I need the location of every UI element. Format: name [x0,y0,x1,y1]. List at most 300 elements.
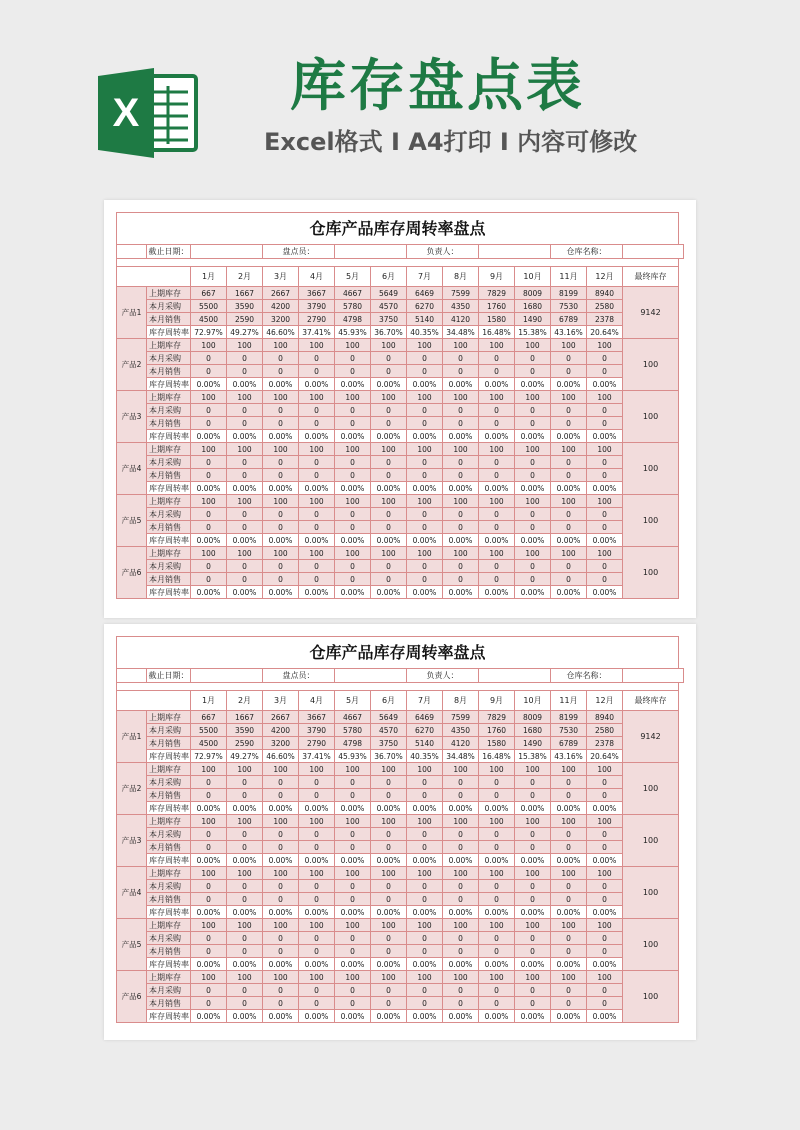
data-cell[interactable]: 1760 [479,724,515,737]
data-cell[interactable]: 2590 [227,737,263,750]
data-cell[interactable]: 0 [227,404,263,417]
data-cell[interactable]: 3790 [299,724,335,737]
data-cell[interactable]: 0.00% [587,854,623,867]
data-cell[interactable]: 1680 [515,724,551,737]
data-cell[interactable]: 0 [479,560,515,573]
data-cell[interactable]: 0 [371,365,407,378]
data-cell[interactable]: 6270 [407,300,443,313]
data-cell[interactable]: 0.00% [479,802,515,815]
data-cell[interactable]: 0.00% [371,534,407,547]
data-cell[interactable]: 0 [407,997,443,1010]
data-cell[interactable]: 100 [191,867,227,880]
data-cell[interactable]: 100 [515,971,551,984]
data-cell[interactable]: 100 [191,547,227,560]
data-cell[interactable]: 0.00% [551,958,587,971]
data-cell[interactable]: 100 [227,547,263,560]
data-cell[interactable]: 100 [191,339,227,352]
data-cell[interactable]: 0 [587,776,623,789]
data-cell[interactable]: 100 [407,339,443,352]
data-cell[interactable]: 3750 [371,313,407,326]
data-cell[interactable]: 7829 [479,287,515,300]
data-cell[interactable]: 0 [191,521,227,534]
data-cell[interactable]: 0.00% [299,534,335,547]
data-cell[interactable]: 0.00% [587,430,623,443]
data-cell[interactable]: 0 [299,404,335,417]
data-cell[interactable]: 100 [515,495,551,508]
data-cell[interactable]: 0 [443,521,479,534]
data-cell[interactable]: 0 [227,893,263,906]
data-cell[interactable]: 0.00% [227,534,263,547]
data-cell[interactable]: 0.00% [191,534,227,547]
data-cell[interactable]: 46.60% [263,750,299,763]
data-cell[interactable]: 0 [263,841,299,854]
data-cell[interactable]: 0.00% [371,1010,407,1023]
data-cell[interactable]: 4120 [443,313,479,326]
data-cell[interactable]: 0.00% [335,854,371,867]
data-cell[interactable]: 0 [191,945,227,958]
data-cell[interactable]: 100 [299,971,335,984]
data-cell[interactable]: 0.00% [299,482,335,495]
data-cell[interactable]: 0 [479,932,515,945]
data-cell[interactable]: 7530 [551,300,587,313]
data-cell[interactable]: 0.00% [479,586,515,599]
data-cell[interactable]: 0 [443,893,479,906]
data-cell[interactable]: 0.00% [587,802,623,815]
data-cell[interactable]: 0 [335,404,371,417]
data-cell[interactable]: 100 [479,391,515,404]
data-cell[interactable]: 100 [443,443,479,456]
data-cell[interactable]: 2790 [299,737,335,750]
data-cell[interactable]: 0 [263,828,299,841]
data-cell[interactable]: 0 [263,997,299,1010]
data-cell[interactable]: 0.00% [479,958,515,971]
data-cell[interactable]: 0 [227,997,263,1010]
data-cell[interactable]: 0 [407,932,443,945]
data-cell[interactable]: 0.00% [515,586,551,599]
data-cell[interactable]: 0.00% [515,958,551,971]
data-cell[interactable]: 0 [587,404,623,417]
data-cell[interactable]: 0 [443,984,479,997]
data-cell[interactable]: 100 [407,443,443,456]
data-cell[interactable]: 0 [407,469,443,482]
data-cell[interactable]: 0 [371,456,407,469]
data-cell[interactable]: 0 [191,880,227,893]
data-cell[interactable]: 0 [371,789,407,802]
data-cell[interactable]: 100 [191,971,227,984]
data-cell[interactable]: 0 [191,776,227,789]
data-cell[interactable]: 0 [371,984,407,997]
data-cell[interactable]: 0 [371,945,407,958]
data-cell[interactable]: 0.00% [191,378,227,391]
data-cell[interactable]: 37.41% [299,326,335,339]
data-cell[interactable]: 5500 [191,300,227,313]
data-cell[interactable]: 0 [263,984,299,997]
data-cell[interactable]: 0 [227,776,263,789]
data-cell[interactable]: 100 [263,547,299,560]
data-cell[interactable]: 100 [587,443,623,456]
data-cell[interactable]: 0.00% [299,854,335,867]
data-cell[interactable]: 0.00% [335,482,371,495]
data-cell[interactable]: 0.00% [335,430,371,443]
data-cell[interactable]: 100 [587,495,623,508]
data-cell[interactable]: 0.00% [587,586,623,599]
data-cell[interactable]: 100 [479,443,515,456]
data-cell[interactable]: 100 [299,919,335,932]
data-cell[interactable]: 0 [335,841,371,854]
data-cell[interactable]: 0 [515,456,551,469]
data-cell[interactable]: 0.00% [371,378,407,391]
data-cell[interactable]: 0.00% [587,906,623,919]
data-cell[interactable]: 0 [551,352,587,365]
data-cell[interactable]: 0.00% [479,378,515,391]
data-cell[interactable]: 100 [263,391,299,404]
data-cell[interactable]: 0.00% [371,430,407,443]
data-cell[interactable]: 3790 [299,300,335,313]
data-cell[interactable]: 4500 [191,737,227,750]
data-cell[interactable]: 2667 [263,287,299,300]
data-cell[interactable]: 3667 [299,711,335,724]
date-field[interactable] [191,245,263,259]
data-cell[interactable]: 0.00% [191,482,227,495]
data-cell[interactable]: 0.00% [263,958,299,971]
data-cell[interactable]: 0 [371,352,407,365]
data-cell[interactable]: 100 [515,763,551,776]
data-cell[interactable]: 0 [479,469,515,482]
data-cell[interactable]: 0 [515,828,551,841]
data-cell[interactable]: 0 [515,880,551,893]
data-cell[interactable]: 4667 [335,287,371,300]
data-cell[interactable]: 0 [263,404,299,417]
data-cell[interactable]: 0.00% [227,378,263,391]
data-cell[interactable]: 0 [479,828,515,841]
data-cell[interactable]: 100 [515,815,551,828]
data-cell[interactable]: 5649 [371,711,407,724]
data-cell[interactable]: 0.00% [263,854,299,867]
data-cell[interactable]: 100 [551,919,587,932]
data-cell[interactable]: 16.48% [479,750,515,763]
data-cell[interactable]: 0 [263,508,299,521]
data-cell[interactable]: 100 [299,495,335,508]
data-cell[interactable]: 0 [551,776,587,789]
data-cell[interactable]: 0 [299,984,335,997]
data-cell[interactable]: 72.97% [191,750,227,763]
data-cell[interactable]: 0.00% [443,802,479,815]
data-cell[interactable]: 0 [587,521,623,534]
data-cell[interactable]: 0 [551,560,587,573]
data-cell[interactable]: 0 [515,932,551,945]
data-cell[interactable]: 0.00% [407,1010,443,1023]
data-cell[interactable]: 100 [479,495,515,508]
data-cell[interactable]: 43.16% [551,326,587,339]
data-cell[interactable]: 100 [479,867,515,880]
data-cell[interactable]: 0 [407,880,443,893]
data-cell[interactable]: 100 [407,495,443,508]
data-cell[interactable]: 0 [587,932,623,945]
data-cell[interactable]: 0 [299,560,335,573]
data-cell[interactable]: 100 [587,763,623,776]
data-cell[interactable]: 16.48% [479,326,515,339]
data-cell[interactable]: 0 [551,880,587,893]
data-cell[interactable]: 0.00% [587,378,623,391]
data-cell[interactable]: 0 [479,984,515,997]
data-cell[interactable]: 100 [335,443,371,456]
data-cell[interactable]: 100 [335,547,371,560]
data-cell[interactable]: 4570 [371,300,407,313]
warehouse-field[interactable] [623,669,684,683]
data-cell[interactable]: 0 [407,521,443,534]
data-cell[interactable]: 0 [551,573,587,586]
manager-field[interactable] [479,245,551,259]
data-cell[interactable]: 2378 [587,737,623,750]
data-cell[interactable]: 100 [407,391,443,404]
data-cell[interactable]: 100 [227,339,263,352]
data-cell[interactable]: 0.00% [443,958,479,971]
data-cell[interactable]: 0.00% [371,958,407,971]
data-cell[interactable]: 0.00% [371,482,407,495]
data-cell[interactable]: 5780 [335,300,371,313]
data-cell[interactable]: 0 [587,508,623,521]
data-cell[interactable]: 0 [551,789,587,802]
data-cell[interactable]: 0 [299,828,335,841]
data-cell[interactable]: 0 [371,417,407,430]
data-cell[interactable]: 100 [227,815,263,828]
data-cell[interactable]: 0 [263,945,299,958]
data-cell[interactable]: 100 [263,971,299,984]
data-cell[interactable]: 2378 [587,313,623,326]
data-cell[interactable]: 0 [299,789,335,802]
data-cell[interactable]: 2590 [227,313,263,326]
data-cell[interactable]: 72.97% [191,326,227,339]
data-cell[interactable]: 49.27% [227,326,263,339]
data-cell[interactable]: 100 [371,919,407,932]
data-cell[interactable]: 0.00% [443,906,479,919]
data-cell[interactable]: 6789 [551,313,587,326]
data-cell[interactable]: 0.00% [515,802,551,815]
data-cell[interactable]: 0.00% [335,586,371,599]
data-cell[interactable]: 0 [335,984,371,997]
data-cell[interactable]: 0 [371,508,407,521]
data-cell[interactable]: 15.38% [515,326,551,339]
data-cell[interactable]: 0 [227,789,263,802]
data-cell[interactable]: 0 [515,508,551,521]
data-cell[interactable]: 0 [335,417,371,430]
data-cell[interactable]: 0 [371,404,407,417]
data-cell[interactable]: 0.00% [335,378,371,391]
data-cell[interactable]: 0 [263,456,299,469]
data-cell[interactable]: 0.00% [227,482,263,495]
data-cell[interactable]: 0 [407,456,443,469]
data-cell[interactable]: 100 [407,815,443,828]
data-cell[interactable]: 0 [443,841,479,854]
data-cell[interactable]: 100 [335,919,371,932]
data-cell[interactable]: 100 [371,867,407,880]
data-cell[interactable]: 100 [371,495,407,508]
data-cell[interactable]: 0.00% [227,802,263,815]
data-cell[interactable]: 0 [227,417,263,430]
data-cell[interactable]: 100 [407,763,443,776]
data-cell[interactable]: 2667 [263,711,299,724]
data-cell[interactable]: 0 [227,521,263,534]
data-cell[interactable]: 0 [227,828,263,841]
data-cell[interactable]: 0 [407,404,443,417]
data-cell[interactable]: 1680 [515,300,551,313]
data-cell[interactable]: 0.00% [191,586,227,599]
data-cell[interactable]: 4500 [191,313,227,326]
data-cell[interactable]: 0 [407,417,443,430]
data-cell[interactable]: 100 [515,443,551,456]
data-cell[interactable]: 0.00% [479,1010,515,1023]
data-cell[interactable]: 0 [587,893,623,906]
data-cell[interactable]: 0.00% [191,802,227,815]
data-cell[interactable]: 0.00% [407,906,443,919]
data-cell[interactable]: 8009 [515,711,551,724]
data-cell[interactable]: 0.00% [263,1010,299,1023]
data-cell[interactable]: 0.00% [335,958,371,971]
data-cell[interactable]: 0 [443,560,479,573]
data-cell[interactable]: 0 [263,417,299,430]
data-cell[interactable]: 0 [479,417,515,430]
data-cell[interactable]: 100 [443,495,479,508]
data-cell[interactable]: 0 [335,469,371,482]
data-cell[interactable]: 0 [407,841,443,854]
data-cell[interactable]: 46.60% [263,326,299,339]
data-cell[interactable]: 0.00% [407,854,443,867]
data-cell[interactable]: 100 [263,919,299,932]
data-cell[interactable]: 0 [551,932,587,945]
data-cell[interactable]: 0.00% [335,1010,371,1023]
data-cell[interactable]: 6469 [407,711,443,724]
data-cell[interactable]: 0 [299,352,335,365]
data-cell[interactable]: 0.00% [443,430,479,443]
data-cell[interactable]: 0 [407,508,443,521]
data-cell[interactable]: 0 [335,573,371,586]
data-cell[interactable]: 2580 [587,300,623,313]
data-cell[interactable]: 1760 [479,300,515,313]
data-cell[interactable]: 0 [227,841,263,854]
data-cell[interactable]: 0 [443,508,479,521]
data-cell[interactable]: 0.00% [515,906,551,919]
data-cell[interactable]: 0 [371,521,407,534]
data-cell[interactable]: 0 [407,573,443,586]
data-cell[interactable]: 0.00% [479,534,515,547]
data-cell[interactable]: 3750 [371,737,407,750]
data-cell[interactable]: 0 [551,893,587,906]
data-cell[interactable]: 0 [227,508,263,521]
data-cell[interactable]: 0 [515,893,551,906]
data-cell[interactable]: 0 [443,456,479,469]
data-cell[interactable]: 0 [335,945,371,958]
data-cell[interactable]: 0 [191,560,227,573]
data-cell[interactable]: 0 [515,776,551,789]
data-cell[interactable]: 0.00% [443,378,479,391]
data-cell[interactable]: 0 [407,560,443,573]
data-cell[interactable]: 0.00% [191,906,227,919]
data-cell[interactable]: 43.16% [551,750,587,763]
data-cell[interactable]: 100 [227,867,263,880]
data-cell[interactable]: 0 [407,352,443,365]
data-cell[interactable]: 0.00% [551,1010,587,1023]
data-cell[interactable]: 0 [515,365,551,378]
data-cell[interactable]: 0 [335,365,371,378]
data-cell[interactable]: 0 [371,893,407,906]
data-cell[interactable]: 0 [443,789,479,802]
data-cell[interactable]: 20.64% [587,326,623,339]
data-cell[interactable]: 0 [587,880,623,893]
data-cell[interactable]: 40.35% [407,750,443,763]
data-cell[interactable]: 0 [515,789,551,802]
data-cell[interactable]: 0 [479,841,515,854]
counter-field[interactable] [335,669,407,683]
data-cell[interactable]: 0.00% [407,430,443,443]
data-cell[interactable]: 100 [443,867,479,880]
data-cell[interactable]: 0.00% [407,534,443,547]
data-cell[interactable]: 100 [443,763,479,776]
data-cell[interactable]: 0 [227,880,263,893]
data-cell[interactable]: 0 [587,417,623,430]
data-cell[interactable]: 0.00% [371,802,407,815]
data-cell[interactable]: 100 [479,815,515,828]
data-cell[interactable]: 100 [191,443,227,456]
data-cell[interactable]: 100 [587,547,623,560]
data-cell[interactable]: 0 [371,997,407,1010]
data-cell[interactable]: 1667 [227,287,263,300]
data-cell[interactable]: 100 [191,919,227,932]
data-cell[interactable]: 100 [479,339,515,352]
data-cell[interactable]: 0 [479,893,515,906]
data-cell[interactable]: 4570 [371,724,407,737]
data-cell[interactable]: 0.00% [191,854,227,867]
data-cell[interactable]: 0 [227,945,263,958]
data-cell[interactable]: 3590 [227,724,263,737]
data-cell[interactable]: 0 [443,404,479,417]
data-cell[interactable]: 0.00% [407,378,443,391]
data-cell[interactable]: 0 [335,776,371,789]
data-cell[interactable]: 7599 [443,287,479,300]
data-cell[interactable]: 3667 [299,287,335,300]
data-cell[interactable]: 45.93% [335,326,371,339]
data-cell[interactable]: 100 [335,495,371,508]
data-cell[interactable]: 0.00% [551,378,587,391]
data-cell[interactable]: 100 [299,815,335,828]
data-cell[interactable]: 100 [551,547,587,560]
data-cell[interactable]: 0 [407,893,443,906]
data-cell[interactable]: 100 [371,339,407,352]
data-cell[interactable]: 0 [227,560,263,573]
data-cell[interactable]: 0 [587,573,623,586]
data-cell[interactable]: 0 [407,984,443,997]
data-cell[interactable]: 100 [515,391,551,404]
data-cell[interactable]: 0 [191,828,227,841]
data-cell[interactable]: 45.93% [335,750,371,763]
data-cell[interactable]: 0.00% [443,586,479,599]
data-cell[interactable]: 0 [227,932,263,945]
data-cell[interactable]: 0 [479,352,515,365]
data-cell[interactable]: 0 [335,828,371,841]
data-cell[interactable]: 100 [515,547,551,560]
data-cell[interactable]: 0 [299,776,335,789]
data-cell[interactable]: 4798 [335,313,371,326]
data-cell[interactable]: 0 [515,521,551,534]
data-cell[interactable]: 0 [515,841,551,854]
data-cell[interactable]: 0.00% [263,534,299,547]
data-cell[interactable]: 1667 [227,711,263,724]
data-cell[interactable]: 0.00% [515,534,551,547]
data-cell[interactable]: 100 [335,763,371,776]
data-cell[interactable]: 100 [551,339,587,352]
data-cell[interactable]: 0 [299,932,335,945]
data-cell[interactable]: 0 [515,404,551,417]
data-cell[interactable]: 100 [443,547,479,560]
